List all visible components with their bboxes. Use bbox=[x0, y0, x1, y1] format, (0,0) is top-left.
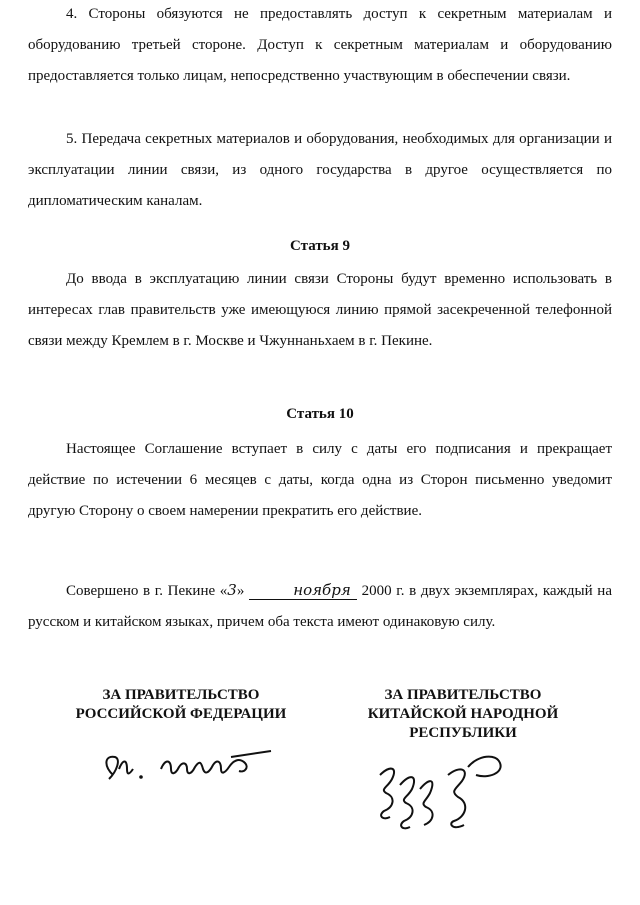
article9-heading: Статья 9 bbox=[290, 238, 350, 254]
done-suffix: 2000 г. в двух экземплярах, каждый на русском и китайском языках, причем оба текста имеют одинаковую силу. bbox=[28, 583, 612, 630]
done-month-handwritten: ноября bbox=[249, 582, 357, 600]
signature-block-russia bbox=[41, 686, 321, 724]
article8-item5: 5. Передача секретных материалов и оборудования, необходимых для организации и эксплуатации линии связи, из одного государства в другое осуществляется по дипломатическим каналам. bbox=[28, 131, 612, 209]
signature-russia-image bbox=[95, 735, 285, 795]
signature-title-line: ЗА ПРАВИТЕЛЬСТВО bbox=[384, 687, 542, 703]
done-day-handwritten: 3 bbox=[227, 581, 237, 599]
article9-text: До ввода в эксплуатацию линии связи Стороны будут временно использовать в интересах глав правительств уже имеющуюся линию прямой засекреченной телефонной связи между Кремлем в г. Москве и Чжуннаньхаем в г. Пекине. bbox=[28, 271, 612, 349]
done-paragraph bbox=[28, 575, 612, 638]
signature-title-line: РОССИЙСКОЙ ФЕДЕРАЦИИ bbox=[75, 706, 287, 722]
signature-title-line: ЗА ПРАВИТЕЛЬСТВО bbox=[102, 687, 260, 703]
signature-title-line: РЕСПУБЛИКИ bbox=[409, 725, 517, 741]
article10-text: Настоящее Соглашение вступает в силу с даты его подписания и прекращает действие по истечении 6 месяцев с даты, когда одна из Сторон письменно уведомит другую Сторону о своем намерении прекратить его действие. bbox=[28, 441, 612, 519]
article10-heading: Статья 10 bbox=[286, 406, 354, 422]
done-prefix: Совершено в г. Пекине « bbox=[66, 583, 228, 599]
signature-china-image bbox=[370, 745, 520, 845]
signature-block-china bbox=[323, 686, 603, 743]
signature-title-line: КИТАЙСКОЙ НАРОДНОЙ bbox=[367, 706, 559, 722]
article8-item4: 4. Стороны обязуются не предоставлять доступ к секретным материалам и оборудованию третьей стороне. Доступ к секретным материалам и оборудованию предоставляется только лицам, непосредственно участвующим в обеспечении связи. bbox=[28, 6, 612, 84]
done-mid: » bbox=[236, 583, 245, 599]
